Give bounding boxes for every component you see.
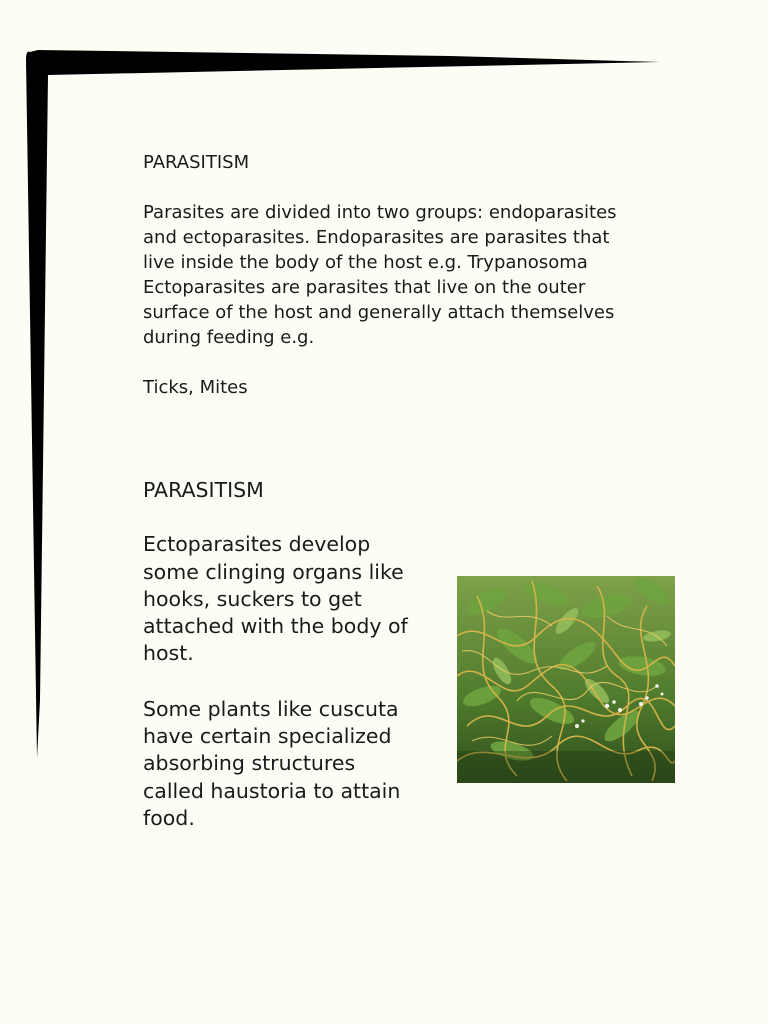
section-1-paragraph: Parasites are divided into two groups: endoparasites and ectoparasites. Endoparasites are parasites that live inside the body of the host e.g. Trypanosoma Ectoparasites are parasites that live on the outer surface of the host and generally attach themselves during feeding e.g. <box>143 202 617 348</box>
section-2 <box>143 477 418 860</box>
section-2-paragraph-1: Ectoparasites develop some clinging organs like hooks, suckers to get attached with the body of host. <box>143 532 408 666</box>
section-1-examples: Ticks, Mites <box>143 377 248 398</box>
cuscuta-plant-image <box>457 576 675 783</box>
section-1 <box>143 150 633 400</box>
section-2-heading: PARASITISM <box>143 478 264 502</box>
section-2-paragraph-2: Some plants like cuscuta have certain specialized absorbing structures called haustoria to attain food. <box>143 696 401 830</box>
section-1-heading: PARASITISM <box>143 152 250 173</box>
